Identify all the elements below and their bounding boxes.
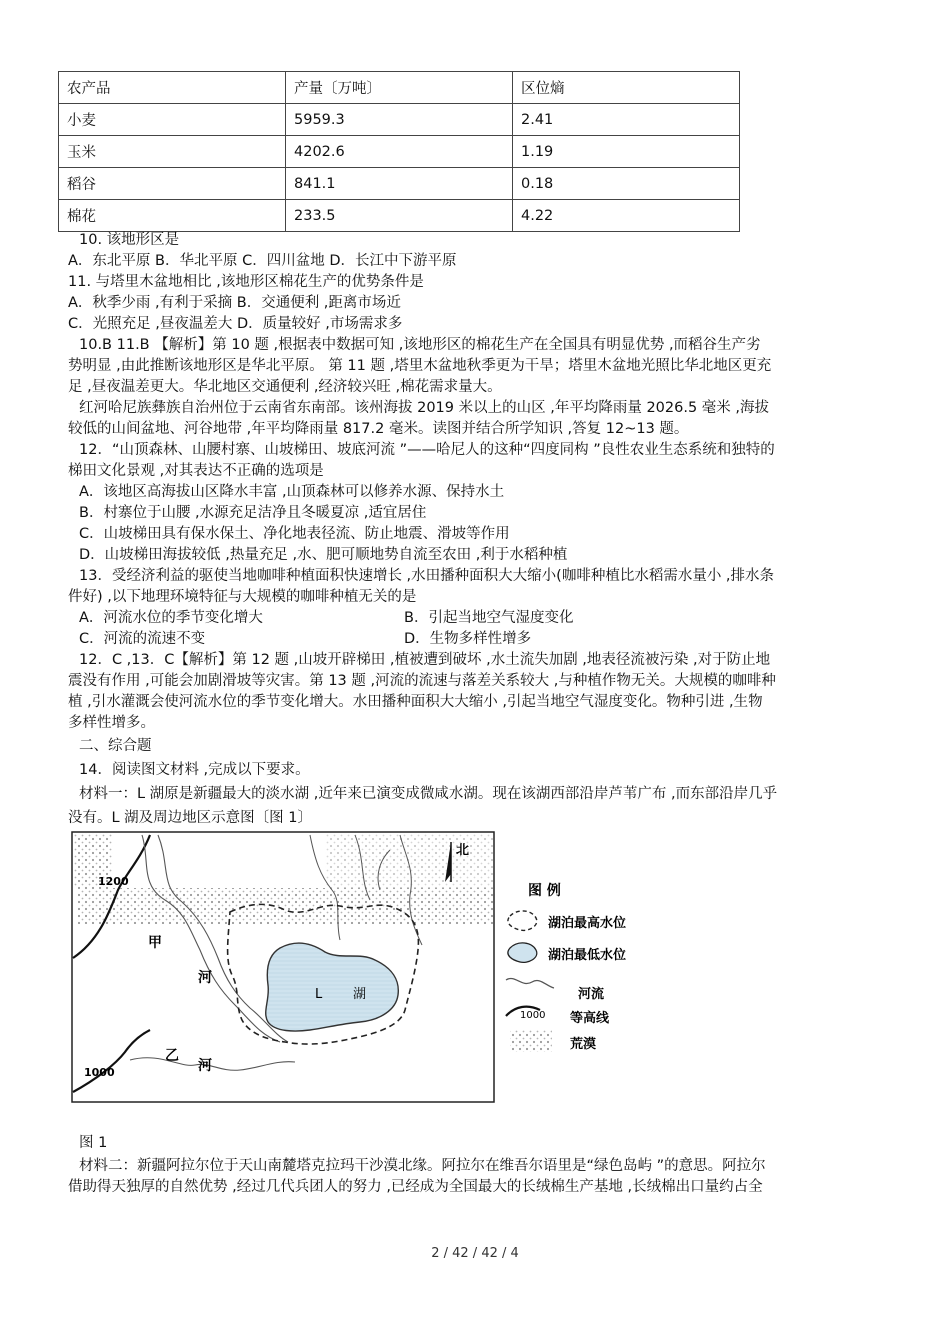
- text-line: 植 ,引水灌溉会使河流水位的季节变化增大。水田播种面积大大缩小 ,引起当地空气湿度变化。物种引进 ,生物: [68, 694, 763, 710]
- question-text-block: [68, 230, 888, 829]
- text-line: C．山坡梯田具有保水保土、净化地表径流、防止地震、滑坡等作用: [79, 526, 510, 542]
- text-line: 多样性增多。: [68, 715, 155, 731]
- table-cell: 1.19: [513, 136, 740, 168]
- text-line: A．该地区高海拔山区降水丰富 ,山顶森林可以修养水源、保持水土: [79, 484, 505, 500]
- place-label-yi: 乙: [165, 1048, 179, 1064]
- legend-low-label: 湖泊最低水位: [548, 948, 627, 963]
- text-line: C．光照充足 ,昼夜温差大 D．质量较好 ,市场需求多: [68, 316, 403, 332]
- text-line: 没有。L 湖及周边地区示意图〔图 1〕: [68, 810, 313, 826]
- text-line: 较低的山间盆地、河谷地带 ,年平均降雨量 817.2 毫米。读图并结合所学知识 ,答复 12~13 题。: [68, 421, 689, 437]
- legend-desert-label: 荒漠: [570, 1037, 597, 1052]
- table-cell: 5959.3: [286, 104, 513, 136]
- table-header-cell: 产量〔万吨〕: [286, 72, 513, 104]
- table-cell: 4202.6: [286, 136, 513, 168]
- text-line: 12．C ,13．C【解析】第 12 题 ,山坡开辟梯田 ,植被遭到破坏 ,水土流失加剧 ,地表径流被污染 ,对于防止地: [79, 652, 771, 668]
- legend-high-label: 湖泊最高水位: [548, 916, 627, 931]
- legend-contour-number: 1000: [520, 1010, 546, 1021]
- option-row: [68, 629, 888, 650]
- table-cell: 4.22: [513, 200, 740, 232]
- text-line: 材料二：新疆阿拉尔位于天山南麓塔克拉玛干沙漠北缘。阿拉尔在维吾尔语里是“绿色岛屿 ”的意思。阿拉尔: [79, 1158, 766, 1174]
- legend-contour-label: 等高线: [570, 1011, 610, 1026]
- table-cell: 棉花: [59, 200, 286, 232]
- text-line: 势明显 ,由此推断该地形区是华北平原。 第 11 题 ,塔里木盆地秋季更为干旱；塔里木盆地光照比华北地区更充: [68, 358, 772, 374]
- text-line: D．山坡梯田海拔较低 ,热量充足 ,水、肥可顺地势自流至农田 ,利于水稻种植: [79, 547, 568, 563]
- table-row: [59, 104, 740, 136]
- option-d: D．生物多样性增多: [404, 631, 532, 647]
- text-line: 红河哈尼族彝族自治州位于云南省东南部。该州海拔 2019 米以上的山区 ,年平均降雨量 2026.5 毫米 ,海拔: [79, 400, 770, 416]
- text-line: B．村寨位于山腰 ,水源充足洁净且冬暖夏凉 ,适宜居住: [79, 505, 427, 521]
- table-row: [59, 136, 740, 168]
- text-line: 足 ,昼夜温差更大。华北地区交通便利 ,经济较兴旺 ,棉花需求量大。: [68, 379, 502, 395]
- table-cell: 稻谷: [59, 168, 286, 200]
- legend-low-symbol: [508, 943, 537, 962]
- legend-river-label: 河流: [578, 987, 605, 1002]
- table-header-cell: 农产品: [59, 72, 286, 104]
- river-label-he-1: 河: [198, 970, 212, 986]
- north-label: 北: [456, 843, 470, 858]
- lake-map-figure: [70, 830, 662, 1104]
- figure-caption: 图 1: [79, 1135, 108, 1151]
- lake-label-l: L: [315, 987, 323, 1002]
- option-b: B．引起当地空气湿度变化: [404, 610, 574, 626]
- contour-label-1000: 1000: [84, 1066, 115, 1079]
- legend-title: 图 例: [528, 883, 561, 899]
- lake-label-hu: 湖: [353, 987, 367, 1002]
- text-line: 件好) ,以下地理环境特征与大规模的咖啡种植无关的是: [68, 589, 417, 605]
- table-cell: 841.1: [286, 168, 513, 200]
- page-number: 2 / 42 / 42 / 4: [431, 1246, 519, 1261]
- text-line: 借助得天独厚的自然优势 ,经过几代兵团人的努力 ,已经成为全国最大的长绒棉生产基地 ,长绒棉出口量约占全: [68, 1179, 763, 1195]
- table-cell: 0.18: [513, 168, 740, 200]
- text-line: 梯田文化景观 ,对其表达不正确的选项是: [68, 463, 324, 479]
- text-line: 11. 与塔里木盆地相比 ,该地形区棉花生产的优势条件是: [68, 274, 424, 290]
- text-line: 13．受经济利益的驱使当地咖啡种植面积快速增长 ,水田播种面积大大缩小(咖啡种植比水稻需水量小 ,排水条: [79, 568, 775, 584]
- text-line: 12．“山顶森林、山腰村寨、山坡梯田、坡底河流 ”——哈尼人的这种“四度同构 ”良性农业生态系统和独特的: [79, 442, 775, 458]
- river-label-he-2: 河: [198, 1058, 212, 1074]
- legend-high-symbol: [508, 911, 537, 930]
- option-a: A．河流水位的季节变化增大: [79, 610, 263, 626]
- map-legend: [506, 882, 626, 1052]
- text-line: 材料一：L 湖原是新疆最大的淡水湖 ,近年来已演变成微咸水湖。现在该湖西部沿岸芦苇广布 ,而东部沿岸几乎: [79, 786, 778, 802]
- desert-top: [325, 833, 493, 888]
- crop-table: [58, 71, 740, 232]
- option-c: C．河流的流速不变: [79, 631, 206, 647]
- table-row: [59, 200, 740, 232]
- table-row: [59, 168, 740, 200]
- place-label-jia: 甲: [148, 935, 162, 951]
- text-line: 震没有作用 ,可能会加剧滑坡等灾害。第 13 题 ,河流的流速与落差关系较大 ,与种植作物无关。大规模的咖啡种: [68, 673, 776, 689]
- table-cell: 玉米: [59, 136, 286, 168]
- desert-band: [78, 888, 493, 924]
- material-two-block: [68, 1156, 888, 1198]
- table-header-cell: 区位熵: [513, 72, 740, 104]
- table-cell: 2.41: [513, 104, 740, 136]
- legend-desert-symbol: [510, 1030, 552, 1052]
- legend-river-symbol: [506, 978, 554, 988]
- text-line: 10. 该地形区是: [79, 232, 180, 248]
- table-cell: 233.5: [286, 200, 513, 232]
- contour-label-1200: 1200: [98, 875, 129, 888]
- text-line: A．东北平原 B．华北平原 C．四川盆地 D．长江中下游平原: [68, 253, 457, 269]
- table-cell: 小麦: [59, 104, 286, 136]
- table-header-row: [59, 72, 740, 104]
- option-row: [68, 608, 888, 629]
- section-heading: 二、综合题: [79, 738, 152, 754]
- text-line: A．秋季少雨 ,有利于采摘 B．交通便利 ,距离市场近: [68, 295, 401, 311]
- text-line: 10.B 11.B 【解析】第 10 题 ,根据表中数据可知 ,该地形区的棉花生产在全国具有明显优势 ,而稻谷生产劣: [79, 337, 761, 353]
- text-line: 14．阅读图文材料 ,完成以下要求。: [79, 762, 310, 778]
